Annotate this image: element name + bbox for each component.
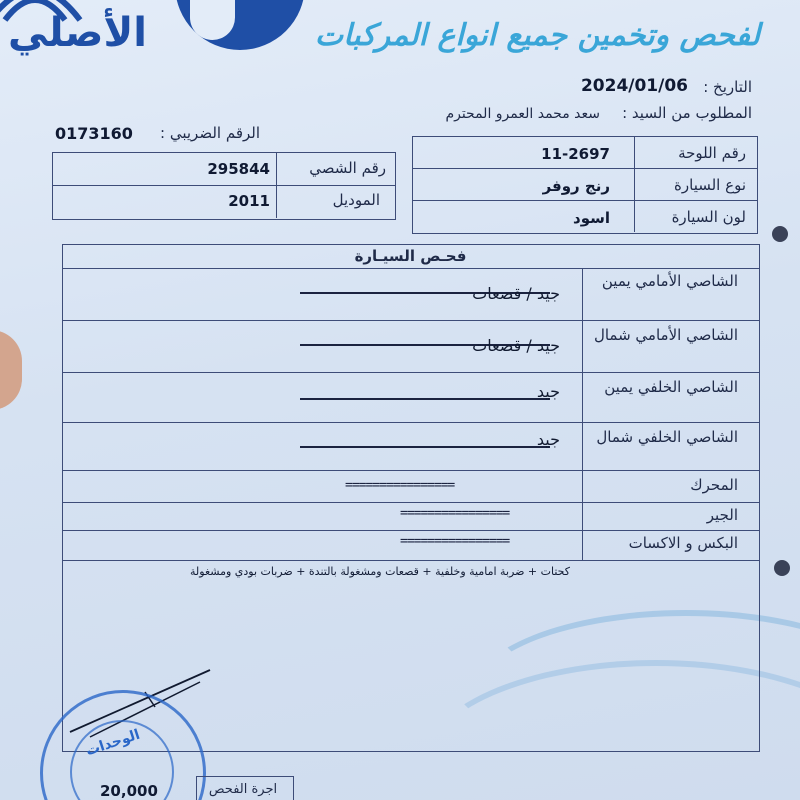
row-value-front-right: جيد / قصعات — [472, 284, 560, 303]
thumb-finger — [0, 330, 22, 410]
row-value-front-left: جيد / قصعات — [472, 336, 560, 355]
row-label-front-right: الشاصي الأمامي يمين — [601, 272, 738, 290]
date-value: 2024/01/06 — [580, 76, 688, 96]
row-label-axles: البكس و الاكسات — [628, 534, 738, 552]
tax-label: الرقم الضريبي : — [160, 124, 260, 142]
header-subtitle: لفحص وتخمين جميع انواع المركبات — [314, 18, 760, 53]
stamp-text: الوحدات — [83, 726, 142, 760]
date-label: التاريخ : — [703, 78, 752, 96]
row-value-gear: ================ — [400, 506, 510, 521]
row-value-axles: ================ — [400, 534, 510, 549]
row-label-rear-left: الشاصي الخلفي شمال — [596, 428, 738, 446]
fee-value: 20,000 — [100, 782, 158, 800]
logo-text: الأصلي — [8, 10, 147, 56]
row-label-front-left: الشاصي الأمامي شمال — [593, 326, 738, 344]
requester-label: المطلوب من السيد : — [622, 104, 752, 122]
type-label: نوع السيارة — [674, 176, 746, 194]
inspection-title: فحـص السيـارة — [354, 247, 467, 265]
punch-hole-top — [772, 226, 788, 242]
color-label: لون السيارة — [671, 208, 746, 226]
plate-label: رقم اللوحة — [678, 144, 746, 162]
model-label: الموديل — [332, 191, 380, 209]
row-label-gear: الجير — [706, 506, 738, 524]
row-value-engine: ================ — [345, 478, 455, 493]
punch-hole-bottom — [774, 560, 790, 576]
requester-value: سعد محمد العمرو المحترم — [445, 106, 600, 122]
row-value-rear-right: جيد — [536, 382, 560, 401]
row-value-rear-left: جيد — [536, 430, 560, 449]
row-label-engine: المحرك — [690, 476, 738, 494]
model-value: 2011 — [228, 192, 270, 210]
row-label-rear-right: الشاصي الخلفي يمين — [604, 378, 738, 396]
tax-value: 0173160 — [55, 124, 133, 143]
color-value: اسود — [573, 209, 610, 227]
plate-value: 11-2697 — [541, 145, 610, 163]
inspection-notes: كحتات + ضربة امامية وخلفية + قصعات ومشغولة بالتندة + ضربات بودي ومشغولة — [190, 565, 570, 578]
chassis-value: 295844 — [207, 160, 270, 178]
type-value: رنج روفر — [542, 177, 610, 195]
fee-label: اجرة الفحص — [208, 782, 278, 797]
chassis-label: رقم الشصي — [309, 159, 386, 177]
